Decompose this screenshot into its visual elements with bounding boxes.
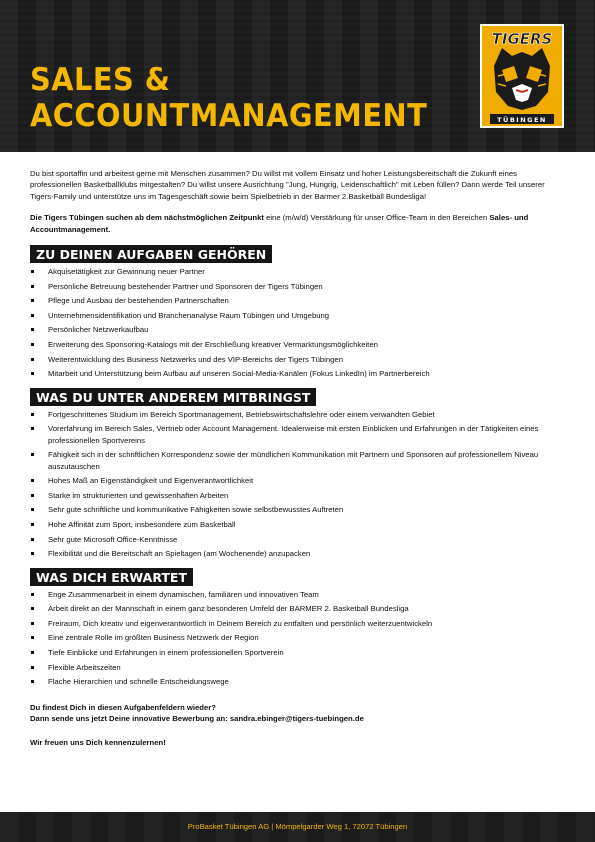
list-item: Vorerfahrung im Bereich Sales, Vertrieb oder Account Management. Idealerweise mit ersten Einblicken und Erfahrungen in der Tätigkeiten eines professionellen Sportvereins bbox=[30, 423, 570, 446]
list-item: Akquisetätigkeit zur Gewinnung neuer Partner bbox=[30, 266, 570, 277]
page-title bbox=[30, 62, 427, 134]
bullet-list bbox=[30, 409, 570, 560]
intro-role: Sales- und Accountmanagement. bbox=[30, 213, 529, 234]
list-item: Arbeit direkt an der Mannschaft in einem ganz besonderen Umfeld der BARMER 2. Basketball Bundesliga bbox=[30, 603, 570, 614]
list-item: Mitarbeit und Unterstützung beim Aufbau auf unseren Social-Media-Kanälen (Fokus LinkedIn) im Partnerbereich bbox=[30, 368, 570, 379]
intro-lead: Die Tigers Tübingen suchen ab dem nächstmöglichen Zeitpunkt bbox=[30, 213, 264, 223]
footer-address: ProBasket Tübingen AG | Mömpelgarder Weg 1, 72072 Tübingen bbox=[187, 822, 408, 831]
list-item: Persönlicher Netzwerkaufbau bbox=[30, 324, 570, 335]
list-item: Unternehmensidentifikation und Branchenanalyse Raum Tübingen und Umgebung bbox=[30, 310, 570, 321]
main-content bbox=[30, 168, 570, 749]
closing-greeting: Wir freuen uns Dich kennenzulernen! bbox=[30, 738, 166, 748]
intro-rest: eine (m/w/d) Verstärkung für unser Office-Team in den Bereichen bbox=[263, 213, 490, 223]
sections bbox=[30, 245, 570, 688]
list-item: Sehr gute Microsoft Office-Kenntnisse bbox=[30, 534, 570, 545]
bullet-list bbox=[30, 266, 570, 380]
list-item: Flexible Arbeitszeiten bbox=[30, 662, 570, 673]
title-line-1: SALES & bbox=[30, 62, 171, 98]
logo-wordmark: TIGERS bbox=[491, 30, 553, 48]
list-item: Enge Zusammenarbeit in einem dynamischen, familiären und innovativen Team bbox=[30, 589, 570, 600]
list-item: Fähigkeit sich in der schriftlichen Korrespondenz sowie der mündlichen Kommunikation mit Partnern und Sponsoren auf professionellem Niveau auszutauschen bbox=[30, 449, 570, 472]
logo-city: TÜBINGEN bbox=[497, 116, 547, 124]
list-item: Tiefe Einblicke und Erfahrungen in einem professionellen Sportverein bbox=[30, 647, 570, 658]
title-line-2: ACCOUNTMANAGEMENT bbox=[30, 98, 428, 134]
header-banner bbox=[0, 0, 595, 152]
list-item: Persönliche Betreuung bestehender Partner und Sponsoren der Tigers Tübingen bbox=[30, 281, 570, 292]
list-item: Starke im strukturierten und gewissenhaften Arbeiten bbox=[30, 490, 570, 501]
closing-question: Du findest Dich in diesen Aufgabenfeldern wieder? bbox=[30, 702, 216, 712]
list-item: Sehr gute schriftliche und kommunikative Fähigkeiten sowie selbstbewusstes Auftreten bbox=[30, 504, 570, 515]
intro-paragraph: Du bist sportaffin und arbeitest gerne mit Menschen zusammen? Du willst mit vollem Einsatz und hoher Leistungsbereitschaft die Zukunft eines professionellen Basketballklubs mitgestalten? Du willst unsere Ausrichtung "Jung, Hungrig, Leidenschaftlich" mit Leben füllen? Dann werde Teil unserer Tigers-Family und unterstütze uns im Tagesgeschäft sowie beim Spielbetrieb in der Barmer 2.Basketball Bundesliga! bbox=[30, 169, 545, 201]
list-item: Erweiterung des Sponsoring-Katalogs mit der Erschließung kreativer Vermarktungsmöglichkeiten bbox=[30, 339, 570, 350]
footer bbox=[0, 812, 595, 842]
list-item: Hohes Maß an Eigenständigkeit und Eigenverantwortlichkeit bbox=[30, 475, 570, 486]
section-heading: WAS DU UNTER ANDEREM MITBRINGST bbox=[30, 388, 316, 406]
list-item: Fortgeschrittenes Studium im Bereich Sportmanagement, Betriebswirtschaftslehre oder einem verwandten Gebiet bbox=[30, 409, 570, 420]
bullet-list bbox=[30, 589, 570, 688]
closing bbox=[30, 702, 570, 749]
tigers-logo bbox=[480, 24, 564, 128]
section-heading: ZU DEINEN AUFGABEN GEHÖREN bbox=[30, 245, 272, 263]
intro-position-paragraph bbox=[30, 212, 570, 235]
closing-application: Dann sende uns jetzt Deine innovative Bewerbung an: sandra.ebinger@tigers-tuebingen.de bbox=[30, 713, 364, 723]
list-item: Weiterentwicklung des Business Netzwerks und des VIP-Bereichs der Tigers Tübingen bbox=[30, 354, 570, 365]
list-item: Hohe Affinität zum Sport, insbesondere zum Basketball bbox=[30, 519, 570, 530]
list-item: Pflege und Ausbau der bestehenden Partnerschaften bbox=[30, 295, 570, 306]
list-item: Flache Hierarchien und schnelle Entscheidungswege bbox=[30, 676, 570, 687]
list-item: Eine zentrale Rolle im größten Business Netzwerk der Region bbox=[30, 632, 570, 643]
intro bbox=[30, 168, 570, 235]
list-item: Flexibilität und die Bereitschaft an Spieltagen (am Wochenende) anzupacken bbox=[30, 548, 570, 559]
list-item: Freiraum, Dich kreativ und eigenverantwortlich in Deinem Bereich zu entfalten und persönlich weiterzuentwickeln bbox=[30, 618, 570, 629]
section-heading: WAS DICH ERWARTET bbox=[30, 568, 193, 586]
